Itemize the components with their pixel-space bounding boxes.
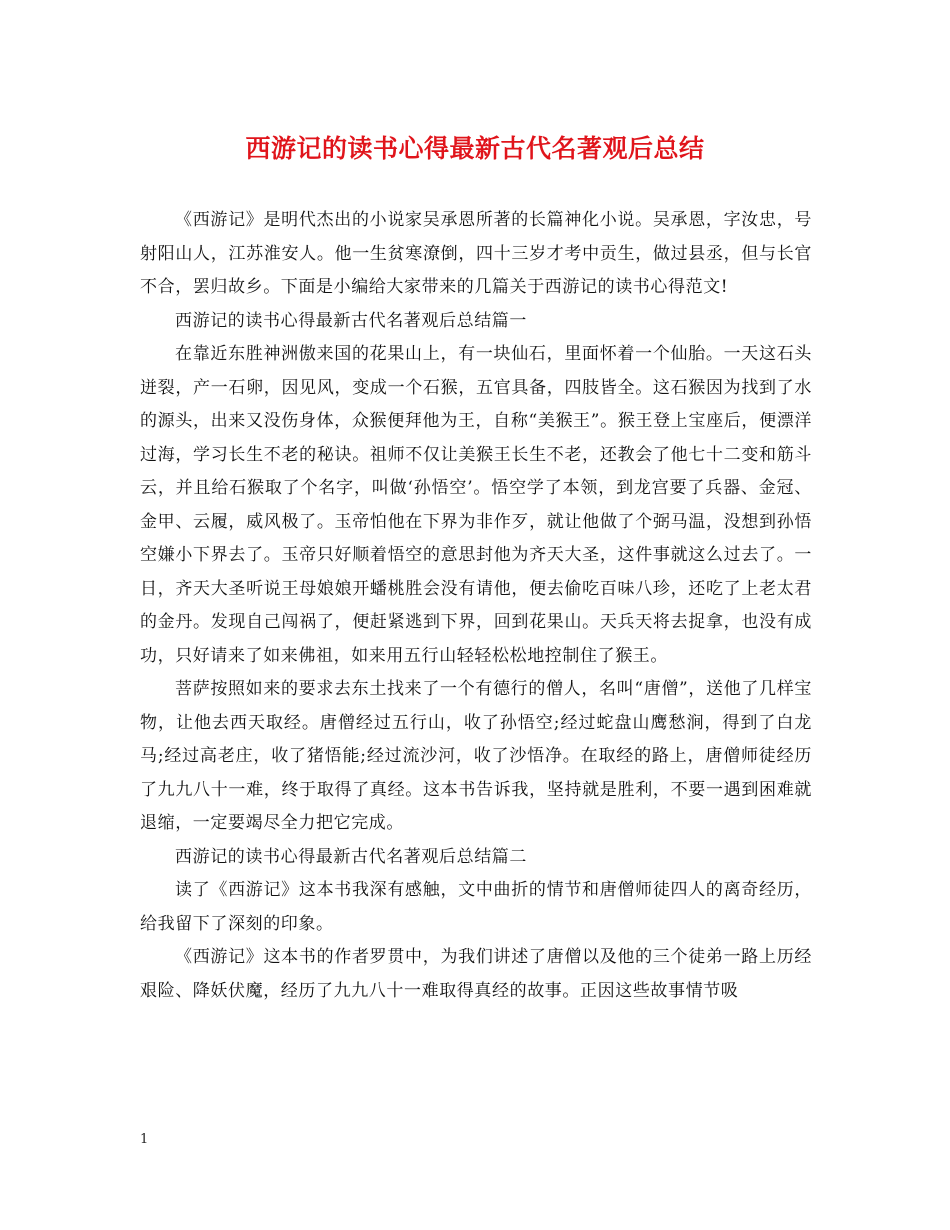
- document-title: 西游记的读书心得最新古代名著观后总结: [245, 134, 705, 163]
- paragraph-intro: 《西游记》是明代杰出的小说家吴承恩所著的长篇神化小说。吴承恩，字汝忠，号射阳山人，江苏淮安人。他一生贫寒潦倒，四十三岁才考中贡生，做过县丞，但与长官不合，罢归故乡。下面是小编给大家带来的几篇关于西游记的读书心得范文!: [140, 210, 812, 297]
- paragraph-story-2: 菩萨按照如来的要求去东土找来了一个有德行的僧人，名叫“唐僧”，送他了几样宝物，让他去西天取经。唐僧经过五行山，收了孙悟空;经过蛇盘山鹰愁涧，得到了白龙马;经过高老庄，收了猪悟能;经过流沙河，收了沙悟净。在取经的路上，唐僧师徒经历了九九八十一难，终于取得了真经。这本书告诉我，坚持就是胜利，不要一遇到困难就退缩，一定要竭尽全力把它完成。: [140, 679, 812, 833]
- paragraph-story-1: 在靠近东胜神洲傲来国的花果山上，有一块仙石，里面怀着一个仙胎。一天这石头迸裂，产一石卵，因见风，变成一个石猴，五官具备，四肢皆全。这石猴因为找到了水的源头，出来又没伤身体，众猴便拜他为王，自称“美猴王”。猴王登上宝座后，便漂洋过海，学习长生不老的秘诀。祖师不仅让美猴王长生不老，还教会了他七十二变和筋斗云，并且给石猴取了个名字，叫做‘孙悟空’。悟空学了本领，到龙宫要了兵器、金冠、金甲、云履，威风极了。玉帝怕他在下界为非作歹，就让他做了个弼马温，没想到孙悟空嫌小下界去了。玉帝只好顺着悟空的意思封他为齐天大圣，这件事就这么过去了。一日，齐天大圣听说王母娘娘开蟠桃胜会没有请他，便去偷吃百味八珍，还吃了上老太君的金丹。发现自己闯祸了，便赶紧逃到下界，回到花果山。天兵天将去捉拿，也没有成功，只好请来了如来佛祖，如来用五行山轻轻松松地控制住了猴王。: [140, 344, 812, 666]
- section-heading-2: 西游记的读书心得最新古代名著观后总结篇二: [175, 846, 527, 867]
- paragraph-reflection-1: 读了《西游记》这本书我深有感触，文中曲折的情节和唐僧师徒四人的离奇经历，给我留下了深刻的印象。: [140, 880, 812, 934]
- paragraph-reflection-2: 《西游记》这本书的作者罗贯中，为我们讲述了唐僧以及他的三个徒弟一路上历经艰险、降妖伏魔，经历了九九八十一难取得真经的故事。正因这些故事情节吸: [140, 947, 812, 1001]
- document-body: [140, 204, 812, 1008]
- page-number: 1: [140, 1132, 149, 1147]
- section-heading-1: 西游记的读书心得最新古代名著观后总结篇一: [175, 310, 527, 331]
